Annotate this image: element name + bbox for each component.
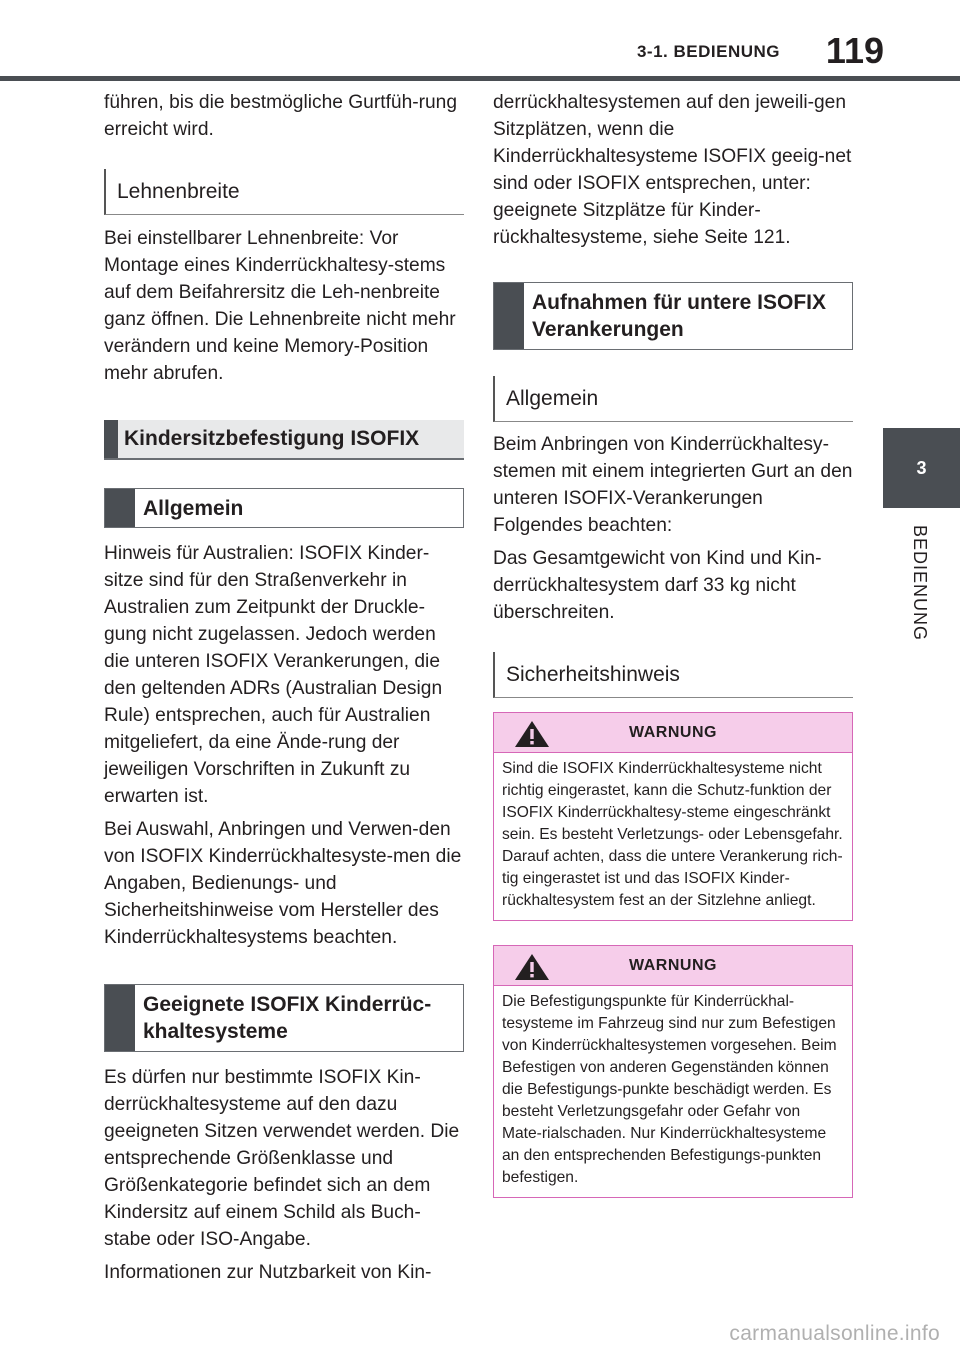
lehnenbreite-text: Bei einstellbarer Lehnenbreite: Vor Montage eines Kinderrückhaltesy-stems auf dem Beifahrersitz die Leh-nenbreite ganz öffnen. Die Lehnenbreite nicht mehr verändern und keine Memory-Position mehr abrufen. xyxy=(104,228,456,384)
header-divider xyxy=(0,76,960,81)
right-column xyxy=(493,86,853,1198)
allgemein-heading-right xyxy=(493,376,853,422)
warning-box-1-header xyxy=(494,713,852,753)
page-number: 119 xyxy=(825,30,884,71)
warning-box-1-text: Sind die ISOFIX Kinderrückhaltesysteme nicht richtig eingerastet, kann die Schutz-funktion der ISOFIX Kinderrückhaltesy-steme eingeschränkt sein. Es besteht Verletzungs- oder Lebensgefahr. Darauf achten, dass die untere Verankerung rich-tig eingerastet ist und das ISOFIX Kinder-rückhaltesystem fest an der Sitzlehne anliegt. xyxy=(502,760,843,909)
allgemein-text-right-2: Das Gesamtgewicht von Kind und Kin-derrückhaltesystem darf 33 kg nicht überschreiten. xyxy=(493,548,822,623)
geeignete-heading xyxy=(104,984,464,1052)
aufnahmen-heading-label: Aufnahmen für untere ISOFIX Verankerungen xyxy=(532,291,827,341)
lehnenbreite-heading xyxy=(104,169,464,215)
lehnenbreite-heading-label: Lehnenbreite xyxy=(117,179,240,203)
right-intro-text: derrückhaltesystemen auf den jeweili-gen Sitzplätzen, wenn die Kinderrückhaltesysteme ISOFIX geeig-net sind oder ISOFIX entsprechen, unter: geeignete Sitzplätze für Kinder-rückhaltesysteme, siehe Seite 121. xyxy=(493,92,852,248)
isofix-heading xyxy=(104,420,464,460)
section-title: 3-1. BEDIENUNG xyxy=(636,42,780,61)
geeignete-heading-label: Geeignete ISOFIX Kinderrüc-khaltesysteme xyxy=(143,993,432,1043)
warning-box-2 xyxy=(493,945,853,1198)
allgemein-text-right-1: Beim Anbringen von Kinderrückhaltesy-stemen mit einem integrierten Gurt an den unteren ISOFIX-Verankerungen Folgendes beachten: xyxy=(493,434,853,536)
left-column xyxy=(104,86,464,1286)
page-header xyxy=(0,0,960,80)
isofix-heading-label: Kindersitzbefestigung ISOFIX xyxy=(124,427,420,450)
geeignete-text-1: Es dürfen nur bestimmte ISOFIX Kin-derrückhaltesysteme auf den dazu geeigneten Sitzen verwendet werden. Die entsprechende Größenklasse und Größenkategorie befindet sich an dem Kindersitz auf einem Schild als Buch-stabe oder ISO-Angabe. xyxy=(104,1067,460,1250)
allgemein-heading-right-label: Allgemein xyxy=(506,386,599,410)
sicherheit-heading-label: Sicherheitshinweis xyxy=(506,662,680,686)
allgemein-heading-left xyxy=(104,488,464,528)
warning-triangle-icon xyxy=(514,953,550,981)
allgemein-heading-left-label: Allgemein xyxy=(143,496,244,520)
allgemein-text-left-1: Hinweis für Australien: ISOFIX Kinder-sitze sind für den Straßenverkehr in Australien zum Zeitpunkt der Druckle-gung nicht zugelassen. Jedoch werden die unteren ISOFIX Verankerungen, die den geltenden ADRs (Australian Design Rule) entsprechen, auch für Australien mitgeliefert, da eine Ände-rung der jeweiligen Vorschriften in Zukunft zu erwarten ist. xyxy=(104,543,443,807)
aufnahmen-heading xyxy=(493,282,853,350)
chapter-tab: 3 xyxy=(883,428,960,508)
warning-box-2-text: Die Befestigungspunkte für Kinderrückhal-tesysteme im Fahrzeug sind nur zum Befestigen von Kinderrückhaltesystemen vorgesehen. Beim Befestigen von anderen Gegenständen können die Befestigungs-punkte beschädigt werden. Es besteht Verletzungsgefahr oder Gefahr von Mate-rialschaden. Nur Kinderrückhaltesysteme an den entsprechenden Befestigungs-punkten befestigen. xyxy=(502,993,837,1186)
chapter-label: BEDIENUNG xyxy=(910,525,930,642)
allgemein-text-left-2: Bei Auswahl, Anbringen und Verwen-den von ISOFIX Kinderrückhaltesyste-men die Angaben, Bedienungs- und Sicherheitshinweise vom Hersteller des Kinderrückhaltesystems beachten. xyxy=(104,819,462,948)
sicherheit-heading xyxy=(493,652,853,698)
warning-triangle-icon xyxy=(514,720,550,748)
left-intro-text: führen, bis die bestmögliche Gurtfüh-rung erreicht wird. xyxy=(104,92,458,140)
geeignete-text-2: Informationen zur Nutzbarkeit von Kin- xyxy=(104,1262,432,1283)
warning-box-2-title: WARNUNG xyxy=(629,956,717,974)
footer-watermark: carmanualsonline.info xyxy=(729,1322,940,1345)
warning-box-1-title: WARNUNG xyxy=(629,723,717,741)
warning-box-1 xyxy=(493,712,853,921)
warning-box-2-header xyxy=(494,946,852,986)
